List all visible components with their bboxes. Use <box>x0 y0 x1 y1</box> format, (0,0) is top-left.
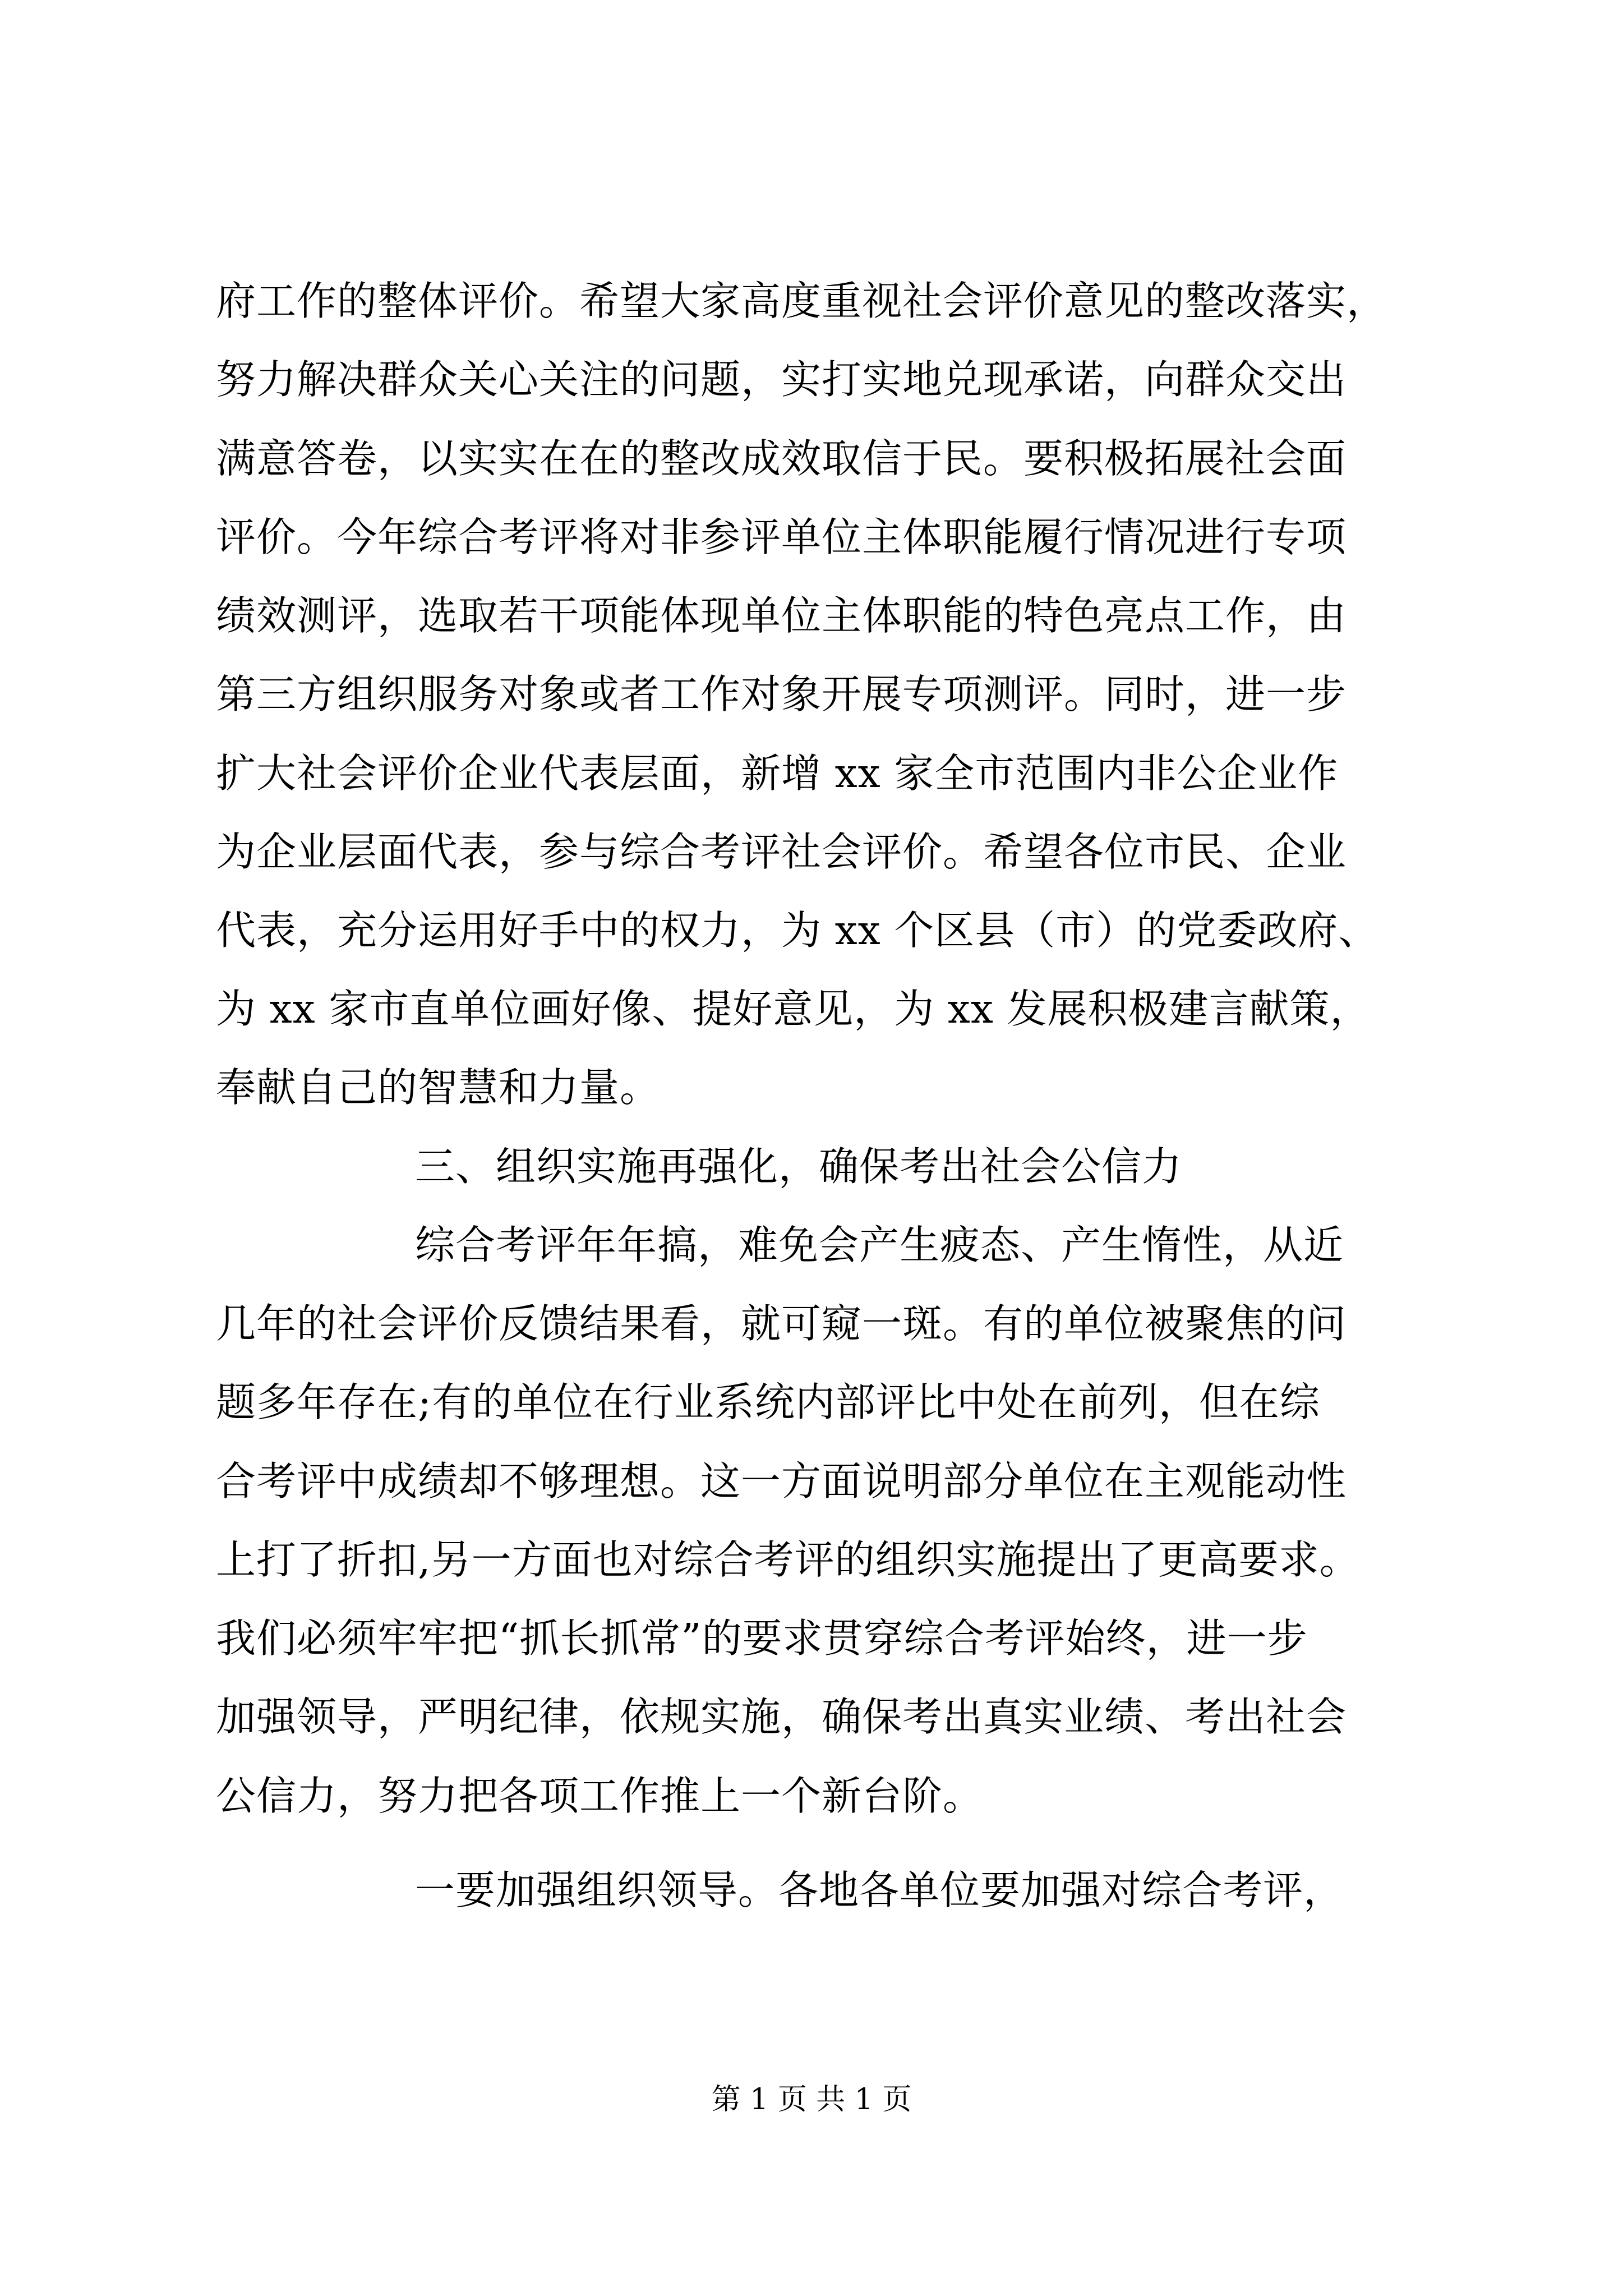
section-heading: 三、组织实施再强化，确保考出社会公信力 <box>415 1143 1183 1190</box>
body-text-line: 第三方组织服务对象或者工作对象开展专项测评。同时，进一步 <box>216 671 1347 717</box>
body-text-line: 上打了折扣,另一方面也对综合考评的组织实施提出了更高要求。 <box>216 1536 1360 1583</box>
body-text-line: 我们必须牢牢把“抓长抓常”的要求贯穿综合考评始终，进一步 <box>216 1615 1308 1662</box>
body-text-line: 努力解决群众关心关注的问题，实打实地兑现承诺，向群众交出 <box>216 356 1347 403</box>
body-text-line: 为 xx 家市直单位画好像、提好意见，为 xx 发展积极建言献策， <box>216 986 1371 1032</box>
body-text-line: 题多年存在;有的单位在行业系统内部评比中处在前列，但在综 <box>216 1379 1320 1425</box>
body-text-line: 代表，充分运用好手中的权力，为 xx 个区县（市）的党委政府、 <box>216 907 1379 954</box>
body-text-line: 加强领导，严明纪律，依规实施，确保考出真实业绩、考出社会 <box>216 1694 1347 1740</box>
body-text-line: 绩效测评，选取若干项能体现单位主体职能的特色亮点工作，由 <box>216 592 1347 639</box>
body-text-line: 满意答卷，以实实在在的整改成效取信于民。要积极拓展社会面 <box>216 435 1347 482</box>
body-text-line: 合考评中成绩却不够理想。这一方面说明部分单位在主观能动性 <box>216 1458 1347 1504</box>
body-text-line: 扩大社会评价企业代表层面，新增 xx 家全市范围内非公企业作 <box>216 750 1339 797</box>
page-footer: 第 1 页 共 1 页 <box>711 2083 912 2116</box>
body-text-line: 几年的社会评价反馈结果看，就可窥一斑。有的单位被聚焦的问 <box>216 1300 1347 1347</box>
body-text-line: 评价。今年综合考评将对非参评单位主体职能履行情况进行专项 <box>216 514 1347 560</box>
body-text-line: 奉献自己的智慧和力量。 <box>216 1064 661 1111</box>
body-text-line: 公信力，努力把各项工作推上一个新台阶。 <box>216 1773 984 1819</box>
body-text-line: 一要加强组织领导。各地各单位要加强对综合考评， <box>415 1867 1344 1913</box>
body-text-line: 为企业层面代表，参与综合考评社会评价。希望各位市民、企业 <box>216 829 1347 875</box>
body-text-line: 综合考评年年搞，难免会产生疲态、产生惰性，从近 <box>415 1222 1344 1268</box>
body-text-line: 府工作的整体评价。希望大家高度重视社会评价意见的整改落实， <box>216 278 1387 324</box>
